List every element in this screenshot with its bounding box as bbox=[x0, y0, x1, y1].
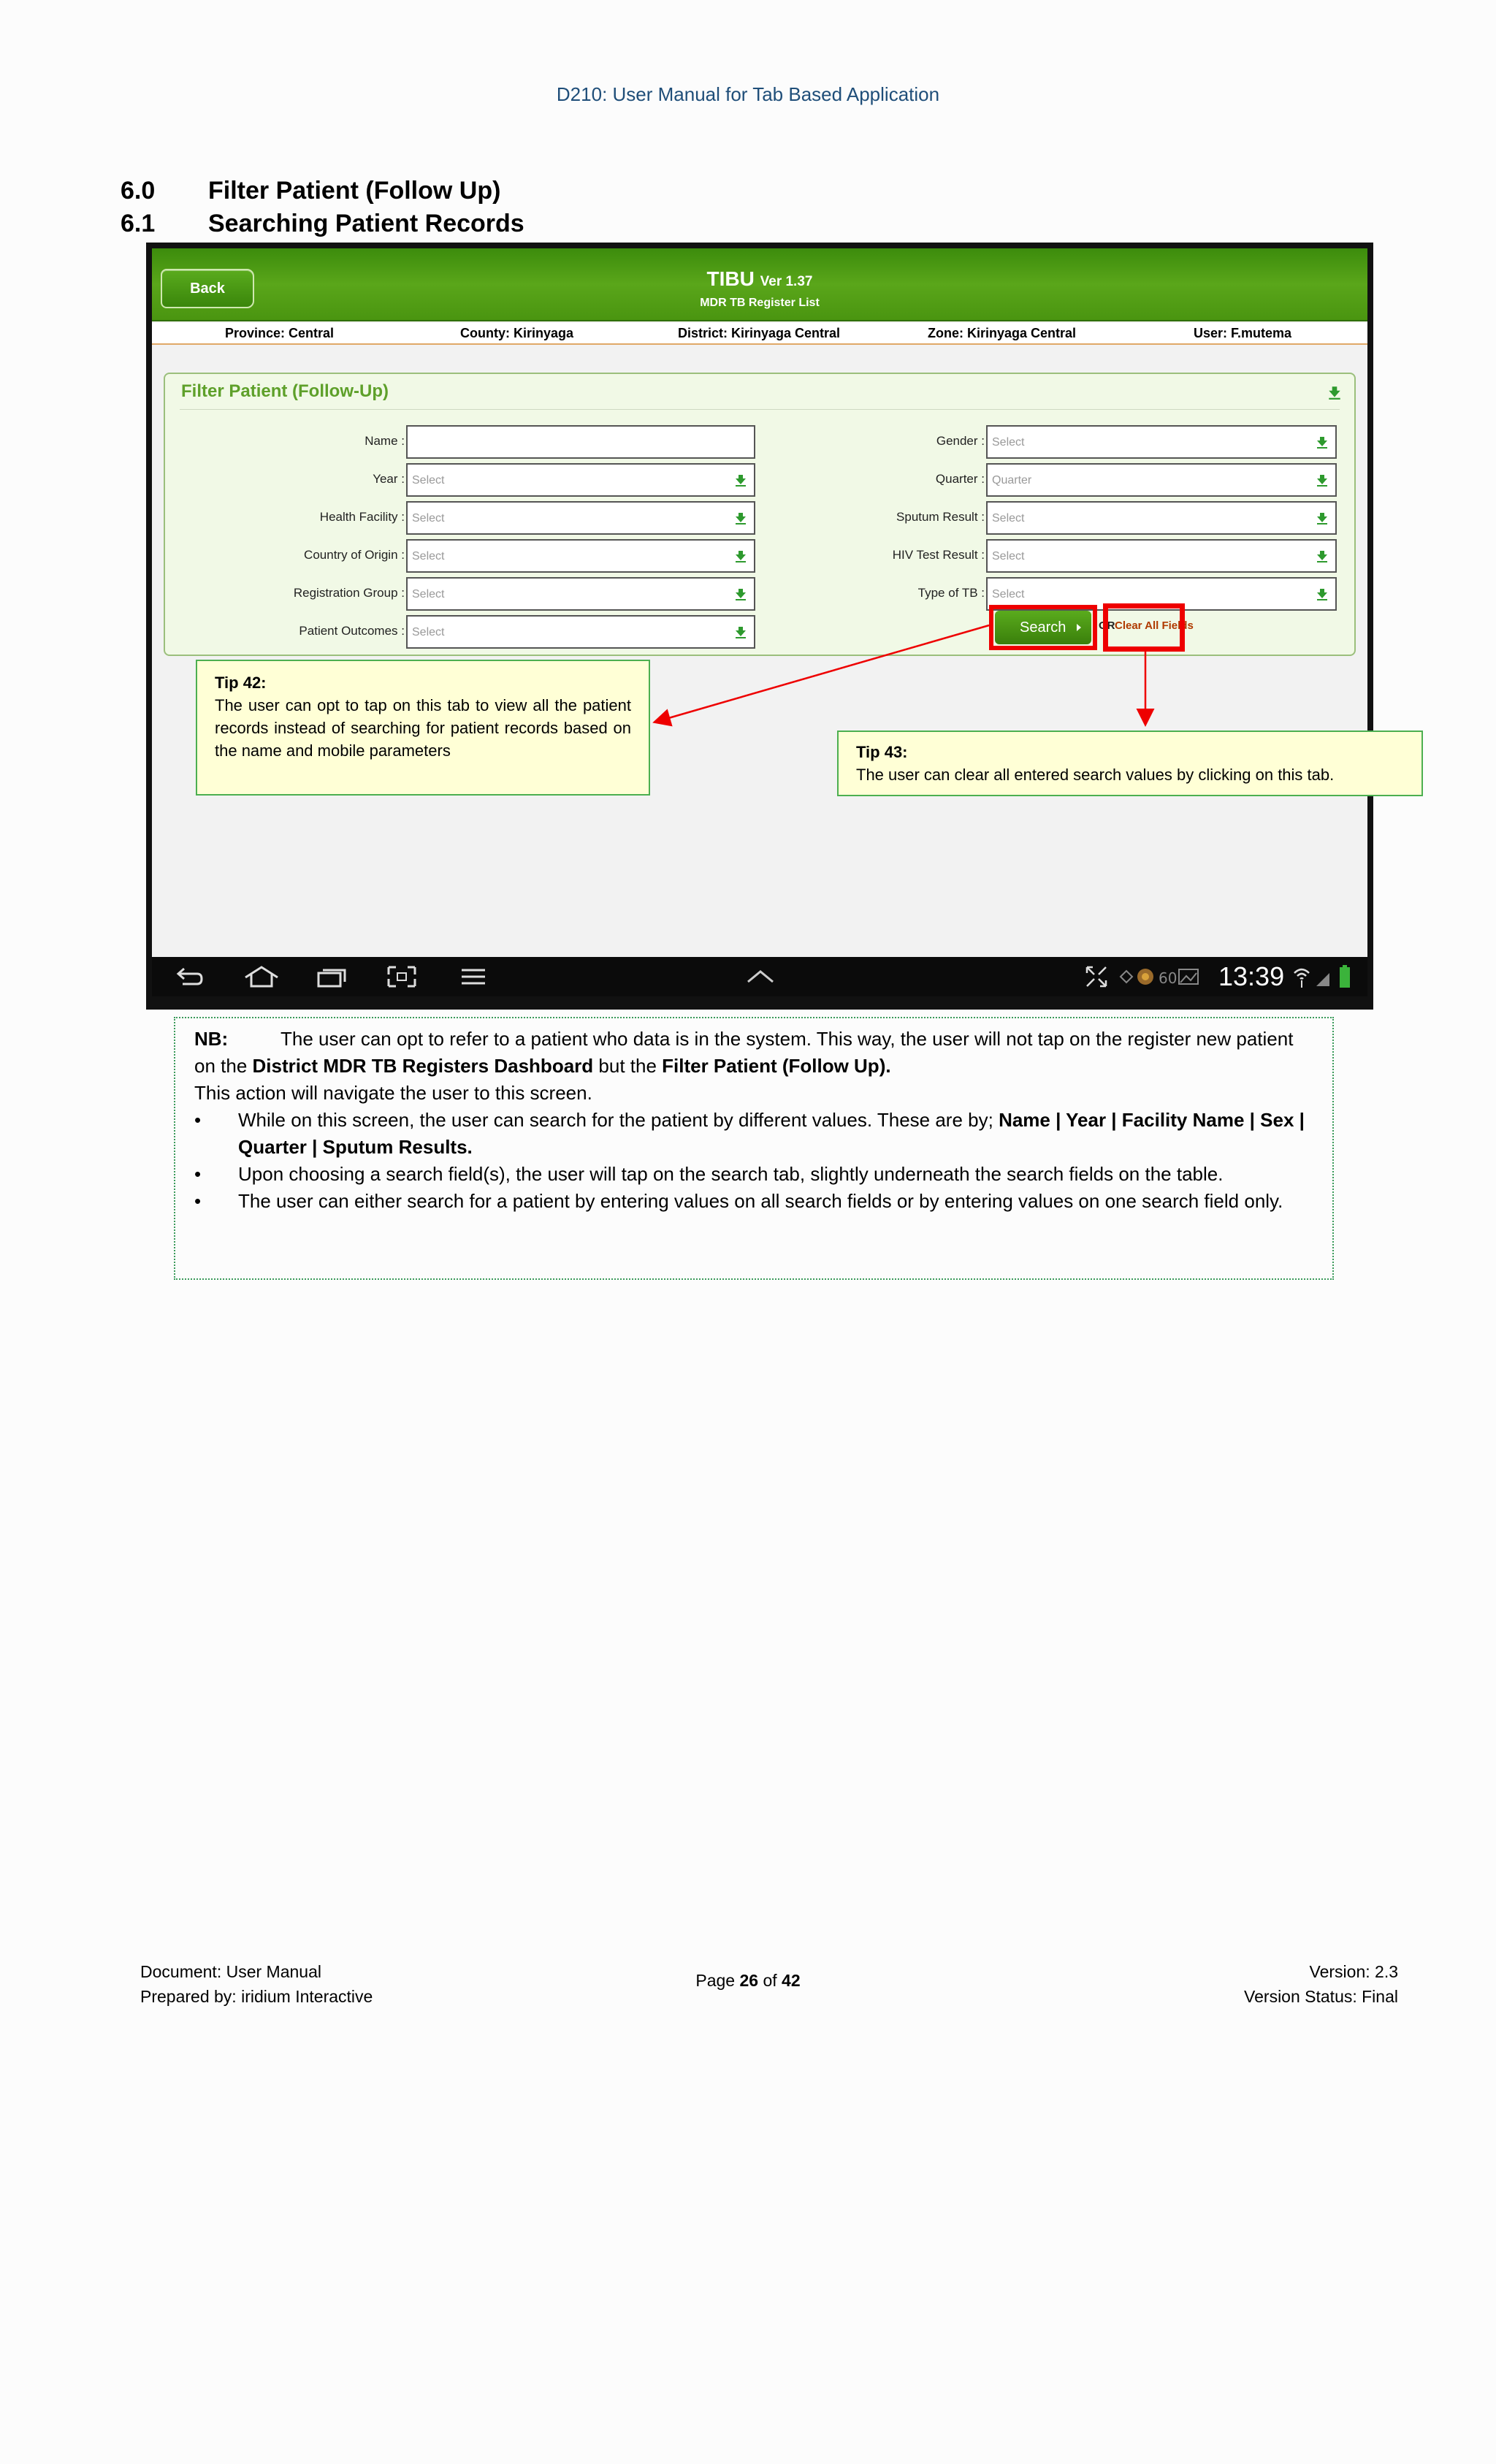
dropdown-arrow-icon bbox=[733, 549, 748, 564]
section-number: 6.0 bbox=[121, 177, 156, 205]
quarter-select[interactable] bbox=[986, 463, 1337, 497]
clear-highlight-box bbox=[1103, 603, 1185, 652]
nb-label: NB: bbox=[194, 1028, 229, 1050]
gender-label: Gender : bbox=[936, 434, 985, 448]
patient-outcomes-field-row bbox=[299, 615, 755, 649]
nb-text-but: but the bbox=[593, 1055, 663, 1077]
zone-label: Zone: Kirinyaga Central bbox=[928, 326, 1077, 340]
health-facility-field-row bbox=[319, 501, 755, 535]
section-heading-6-0 bbox=[121, 177, 500, 205]
year-label: Year : bbox=[373, 472, 405, 486]
county-label: County: Kirinyaga bbox=[460, 326, 574, 340]
hiv-test-field-row bbox=[892, 539, 1337, 573]
search-highlight-box bbox=[989, 605, 1097, 650]
page-prefix: Page bbox=[695, 1971, 740, 1990]
nb-bold-filter: Filter Patient (Follow Up). bbox=[662, 1055, 891, 1077]
sputum-result-field-row bbox=[896, 501, 1337, 535]
hiv-test-result-value: Select bbox=[992, 550, 1025, 562]
type-of-tb-label: Type of TB : bbox=[917, 586, 985, 600]
hiv-test-result-label: HIV Test Result : bbox=[892, 548, 985, 562]
android-nav-bar bbox=[152, 957, 1367, 996]
page-current: 26 bbox=[739, 1971, 759, 1990]
dropdown-arrow-icon bbox=[1315, 473, 1329, 488]
tip-42-text: The user can opt to tap on this tab to view all the patient records instead of searching for patient records based on the name and mobile parameters bbox=[215, 696, 631, 760]
page-of: of bbox=[758, 1971, 782, 1990]
registration-group-value: Select bbox=[412, 588, 445, 600]
tip-42-title: Tip 42: bbox=[215, 674, 267, 692]
country-of-origin-select[interactable] bbox=[406, 539, 755, 573]
collapse-arrow-icon[interactable] bbox=[1327, 384, 1343, 400]
year-field-row bbox=[373, 463, 755, 497]
nb-bold-dashboard: District MDR TB Registers Dashboard bbox=[252, 1055, 594, 1077]
dropdown-arrow-icon bbox=[733, 625, 748, 640]
footer-document: Document: User Manual bbox=[140, 1962, 321, 1981]
or-label: OR bbox=[1099, 619, 1115, 632]
recent-apps-icon[interactable] bbox=[316, 964, 349, 989]
svg-text:60: 60 bbox=[1159, 969, 1178, 987]
expand-icon bbox=[1084, 964, 1109, 989]
sputum-result-select[interactable] bbox=[986, 501, 1337, 535]
screenshot-icon[interactable] bbox=[386, 964, 418, 989]
dropdown-arrow-icon bbox=[1315, 435, 1329, 450]
country-of-origin-label: Country of Origin : bbox=[304, 548, 405, 562]
tip-42-callout bbox=[196, 660, 650, 796]
patient-outcomes-label: Patient Outcomes : bbox=[299, 624, 405, 638]
nb-note-box bbox=[174, 1017, 1334, 1280]
menu-icon[interactable] bbox=[459, 964, 488, 989]
quarter-value: Quarter bbox=[992, 474, 1032, 487]
list-item: • The user can either search for a patient by entering values on all search fields or by entering values on one search field only. bbox=[194, 1188, 1313, 1215]
app-name: TIBU bbox=[706, 267, 755, 290]
section-heading-6-1 bbox=[121, 210, 524, 238]
page-total: 42 bbox=[782, 1971, 801, 1990]
dropdown-arrow-icon bbox=[733, 511, 748, 526]
health-facility-select[interactable] bbox=[406, 501, 755, 535]
nb-paragraph bbox=[194, 1026, 1313, 1080]
user-label: User: F.mutema bbox=[1194, 326, 1292, 340]
nb-text: The user can opt to refer to a patient who data is in the system. This way, the user will not tap on the register new patient on the bbox=[194, 1028, 1294, 1077]
type-of-tb-value: Select bbox=[992, 588, 1025, 600]
hiv-test-result-select[interactable] bbox=[986, 539, 1337, 573]
health-facility-value: Select bbox=[412, 512, 445, 525]
nb-bullet-list bbox=[194, 1107, 1313, 1215]
registration-group-field-row bbox=[293, 577, 755, 611]
dropdown-arrow-icon bbox=[1315, 587, 1329, 602]
province-label: Province: Central bbox=[225, 326, 335, 340]
country-of-origin-value: Select bbox=[412, 550, 445, 562]
back-button[interactable]: Back bbox=[161, 269, 254, 308]
health-facility-label: Health Facility : bbox=[319, 510, 405, 524]
app-subtitle: MDR TB Register List bbox=[700, 297, 820, 309]
home-nav-icon[interactable] bbox=[243, 964, 280, 989]
status-icons bbox=[1291, 964, 1357, 989]
footer-version: Version: 2.3 bbox=[1309, 1962, 1398, 1981]
app-screenshot-frame bbox=[146, 243, 1373, 1010]
app-title bbox=[152, 267, 1367, 291]
dropdown-arrow-icon bbox=[1315, 511, 1329, 526]
status-clock: 13:39 bbox=[1218, 961, 1285, 991]
dropdown-arrow-icon bbox=[733, 473, 748, 488]
dropdown-arrow-icon bbox=[1315, 549, 1329, 564]
patient-outcomes-value: Select bbox=[412, 626, 445, 638]
gender-field-row bbox=[936, 425, 1337, 459]
sputum-result-label: Sputum Result : bbox=[896, 510, 985, 524]
district-label: District: Kirinyaga Central bbox=[678, 326, 841, 340]
footer-right bbox=[1244, 1959, 1398, 2009]
chevron-up-icon[interactable] bbox=[744, 964, 777, 989]
back-nav-icon[interactable] bbox=[174, 964, 206, 989]
footer-version-status: Version Status: Final bbox=[1244, 1987, 1398, 2006]
registration-group-label: Registration Group : bbox=[293, 586, 405, 600]
list-item bbox=[194, 1107, 1313, 1161]
app-version: Ver 1.37 bbox=[760, 274, 813, 289]
notification-icons bbox=[1118, 964, 1202, 989]
year-select[interactable] bbox=[406, 463, 755, 497]
bullet-1-text: While on this screen, the user can search for the patient by different values. These are by; bbox=[238, 1109, 999, 1131]
section-title: Filter Patient (Follow Up) bbox=[208, 177, 501, 205]
filter-panel-title: Filter Patient (Follow-Up) bbox=[181, 381, 389, 401]
app-screen bbox=[152, 248, 1367, 996]
tip-43-text: The user can clear all entered search values by clicking on this tab. bbox=[856, 766, 1335, 784]
section-title: Searching Patient Records bbox=[208, 210, 524, 237]
dropdown-arrow-icon bbox=[733, 587, 748, 602]
list-item: • Upon choosing a search field(s), the user will tap on the search tab, slightly underneath the search fields on the table. bbox=[194, 1161, 1313, 1188]
bullet-1-bold: Name | Year | Facility Name | Sex | Quarter | Sputum Results. bbox=[238, 1109, 1305, 1158]
nb-navigate-text: This action will navigate the user to this screen. bbox=[194, 1082, 592, 1104]
quarter-field-row bbox=[935, 463, 1337, 497]
clear-all-fields-button[interactable]: Clear All Fields bbox=[1115, 619, 1194, 632]
panel-divider bbox=[180, 409, 1340, 410]
name-label: Name : bbox=[365, 434, 405, 448]
footer-prepared-by: Prepared by: iridium Interactive bbox=[140, 1987, 373, 2006]
gender-value: Select bbox=[992, 436, 1025, 449]
country-field-row bbox=[304, 539, 755, 573]
tip-43-callout bbox=[837, 731, 1423, 796]
patient-outcomes-select[interactable] bbox=[406, 615, 755, 649]
tip-43-title: Tip 43: bbox=[856, 743, 908, 761]
sputum-result-value: Select bbox=[992, 512, 1025, 525]
search-button-label: Search bbox=[1020, 619, 1066, 636]
app-top-bar bbox=[152, 248, 1367, 321]
name-input[interactable] bbox=[406, 425, 755, 459]
document-header: D210: User Manual for Tab Based Application bbox=[556, 83, 940, 105]
registration-group-select[interactable] bbox=[406, 577, 755, 611]
year-value: Select bbox=[412, 474, 445, 487]
location-info-bar bbox=[152, 323, 1367, 345]
name-field-row bbox=[365, 425, 755, 459]
quarter-label: Quarter : bbox=[935, 472, 985, 486]
gender-select[interactable] bbox=[986, 425, 1337, 459]
section-number: 6.1 bbox=[121, 210, 156, 237]
